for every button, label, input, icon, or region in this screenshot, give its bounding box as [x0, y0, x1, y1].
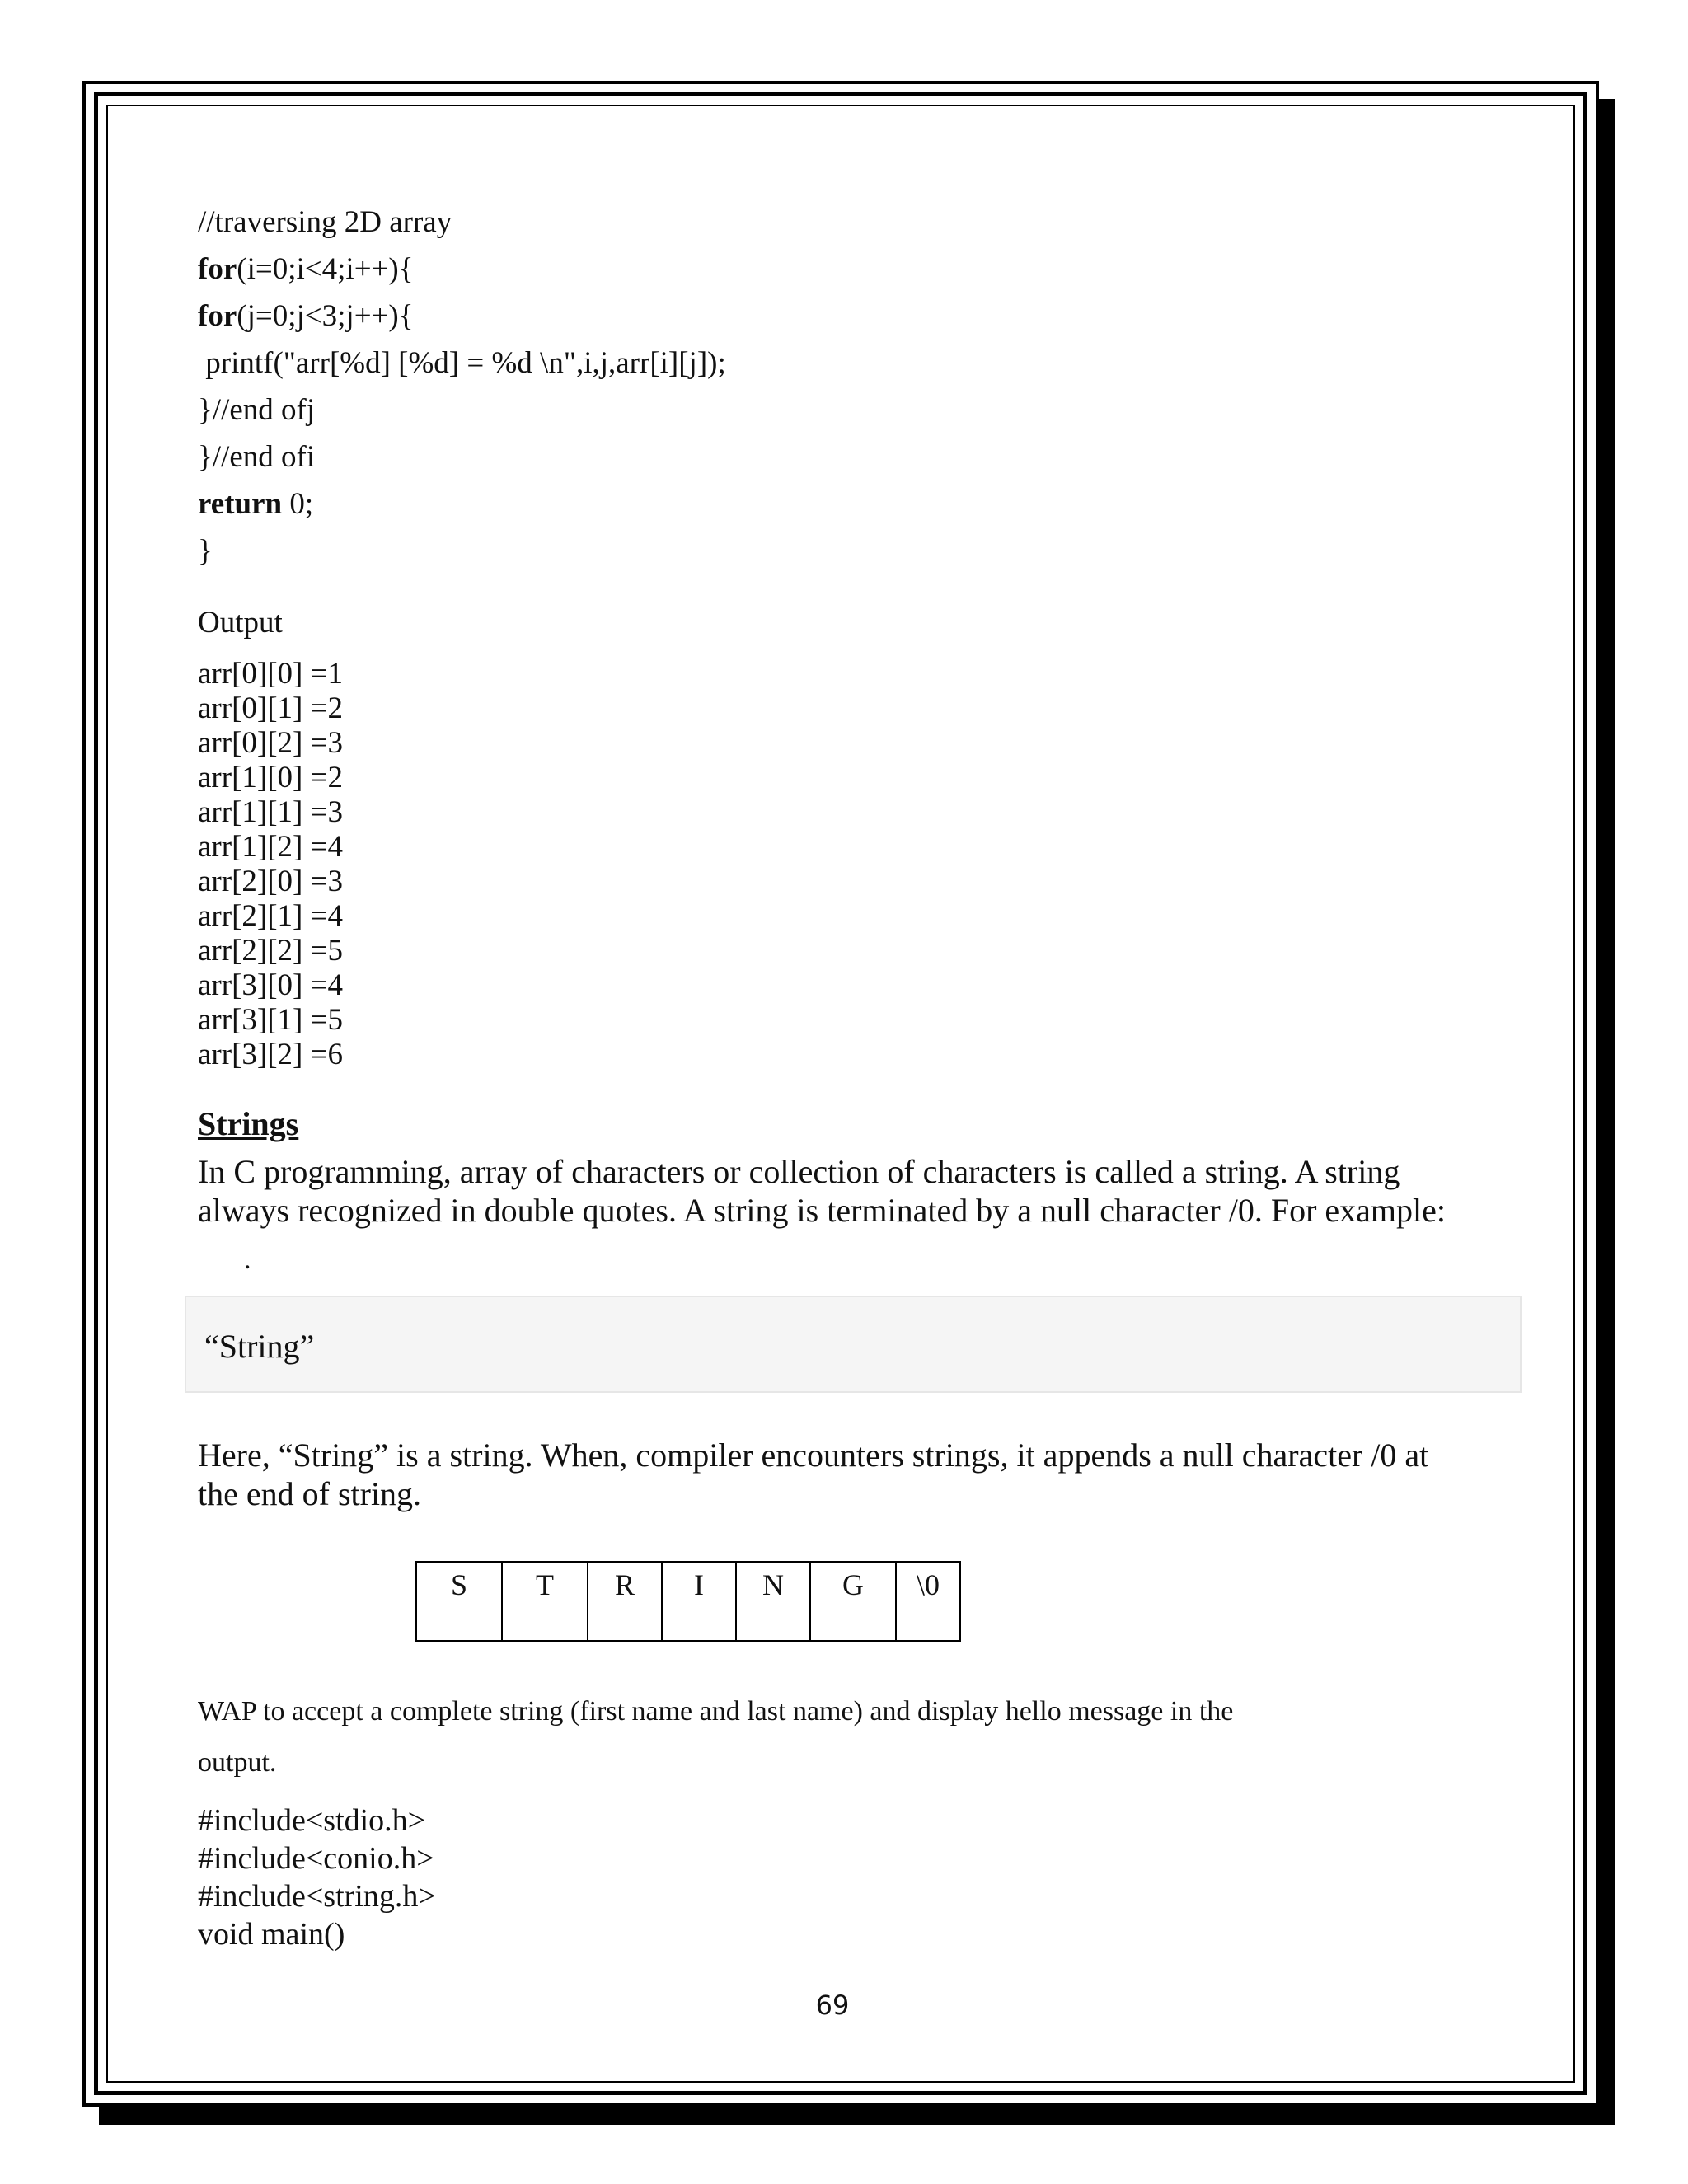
- string-char-table: [415, 1561, 961, 1642]
- output-list: [198, 657, 343, 1072]
- example-code-box: [185, 1296, 1522, 1393]
- code-for-j: [198, 298, 414, 335]
- output-line: arr[3][0] =4: [198, 968, 343, 1002]
- code-line: void main(): [198, 1917, 345, 1952]
- code-return: [198, 486, 313, 523]
- table-row: [416, 1562, 960, 1641]
- char-cell: \0: [896, 1562, 960, 1641]
- section-heading-strings: Strings: [198, 1105, 299, 1142]
- example-string: “String”: [204, 1328, 315, 1365]
- strings-intro-line-1: In C programming, array of characters or collection of characters is called a string. A string: [198, 1153, 1400, 1190]
- strings-explain-line-1: Here, “String” is a string. When, compiler encounters strings, it appends a null character /0 at: [198, 1436, 1429, 1474]
- program-code: [198, 1802, 436, 1953]
- code-line: #include<stdio.h>: [198, 1803, 426, 1838]
- code-printf: printf("arr[%d] [%d] = %d \n",i,j,arr[i][j]);: [198, 346, 726, 380]
- page-border-innermost: [106, 105, 1575, 2083]
- code-line: #include<string.h>: [198, 1879, 436, 1914]
- output-line: arr[1][1] =3: [198, 795, 343, 829]
- output-line: arr[2][1] =4: [198, 899, 343, 933]
- output-line: arr[0][1] =2: [198, 691, 343, 725]
- keyword-for: for: [198, 252, 237, 286]
- page-number: 69: [815, 1990, 850, 2021]
- strings-explain-line-2: the end of string.: [198, 1475, 422, 1512]
- code-line: #include<conio.h>: [198, 1841, 434, 1876]
- stray-dot: .: [244, 1244, 251, 1275]
- output-line: arr[2][2] =5: [198, 934, 343, 968]
- output-line: arr[3][2] =6: [198, 1038, 343, 1071]
- output-line: arr[0][2] =3: [198, 726, 343, 760]
- output-line: arr[1][0] =2: [198, 761, 343, 794]
- code-close-brace: }: [198, 534, 213, 568]
- output-label: Output: [198, 606, 283, 640]
- wap-line-1: WAP to accept a complete string (first name and last name) and display hello message in the: [198, 1696, 1234, 1727]
- output-line: arr[3][1] =5: [198, 1003, 343, 1037]
- char-cell: S: [416, 1562, 502, 1641]
- code-for-j-rest: (j=0;j<3;j++){: [237, 299, 414, 333]
- page-border-inner: [94, 92, 1587, 2095]
- keyword-for: for: [198, 299, 237, 333]
- code-end-j: }//end ofj: [198, 393, 316, 427]
- char-cell: I: [662, 1562, 736, 1641]
- keyword-return: return: [198, 487, 283, 521]
- code-for-i: [198, 251, 414, 288]
- output-line: arr[0][0] =1: [198, 657, 343, 691]
- output-line: arr[1][2] =4: [198, 830, 343, 864]
- char-cell: G: [810, 1562, 896, 1641]
- output-line: arr[2][0] =3: [198, 865, 343, 898]
- char-cell: T: [502, 1562, 588, 1641]
- code-end-i: }//end ofi: [198, 440, 316, 474]
- code-for-i-rest: (i=0;i<4;i++){: [237, 252, 414, 286]
- code-comment: //traversing 2D array: [198, 205, 452, 239]
- code-return-rest: 0;: [282, 487, 314, 521]
- char-cell: R: [588, 1562, 662, 1641]
- char-cell: N: [736, 1562, 810, 1641]
- wap-line-2: output.: [198, 1747, 277, 1778]
- strings-intro-line-2: always recognized in double quotes. A string is terminated by a null character /0. For example:: [198, 1192, 1447, 1229]
